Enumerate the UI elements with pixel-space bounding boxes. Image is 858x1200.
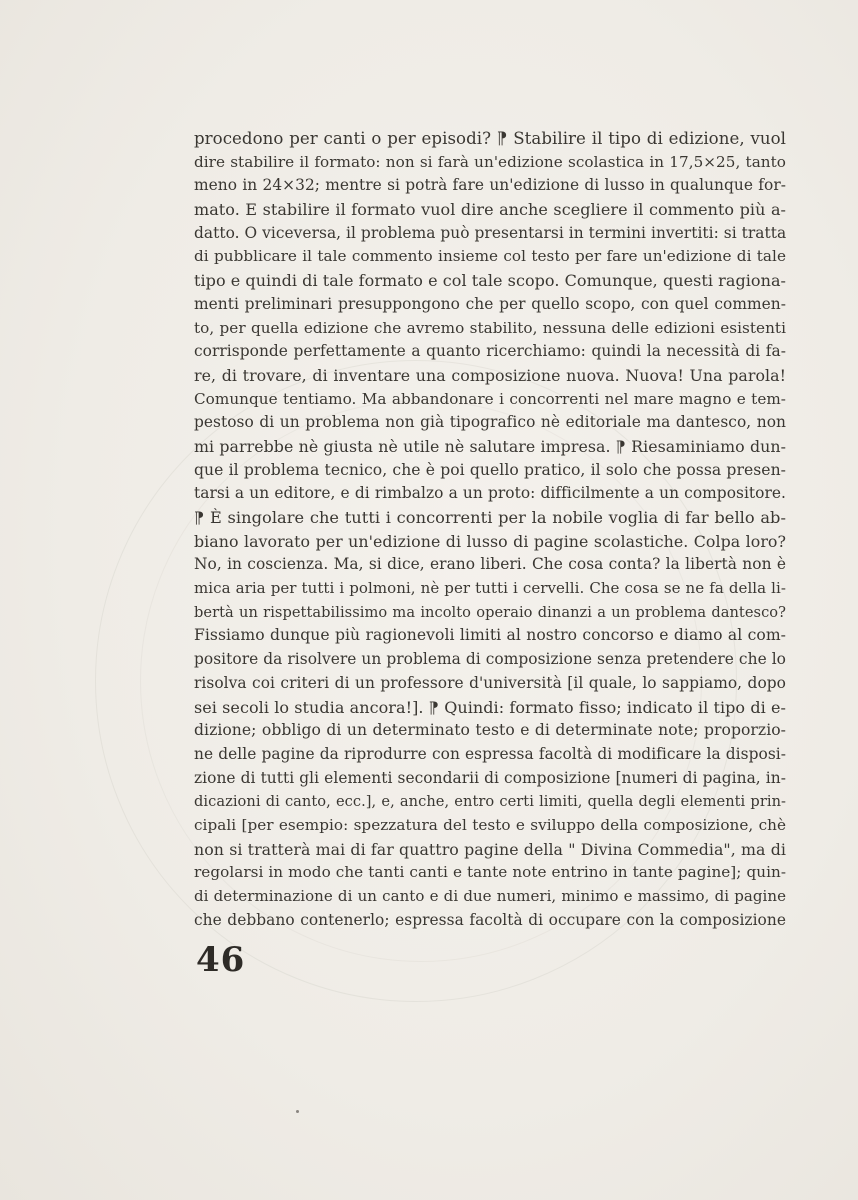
text-line: menti preliminari presuppongono che per quello scopo, con quel commen- <box>194 294 786 313</box>
text-line: mica aria per tutti i polmoni, nè per tutti i cervelli. Che cosa se ne fa della li- <box>194 579 786 598</box>
text-line: Fissiamo dunque più ragionevoli limiti al nostro concorso e diamo al com- <box>194 626 786 645</box>
text-line: mato. E stabilire il formato vuol dire anche scegliere il commento più a- <box>194 200 786 220</box>
page-number: 46 <box>196 940 246 980</box>
text-line: bertà un rispettabilissimo ma incolto operaio dinanzi a un problema dantesco? <box>194 603 786 621</box>
text-line: positore da risolvere un problema di composizione senza pretendere che lo <box>194 650 786 669</box>
text-line: to, per quella edizione che avremo stabilito, nessuna delle edizioni esistenti <box>194 318 786 337</box>
text-line: regolarsi in modo che tanti canti e tante note entrino in tante pagine]; quin- <box>194 863 786 882</box>
text-line: tarsi a un editore, e di rimbalzo a un proto: difficilmente a un compositore. <box>194 484 786 503</box>
text-line: pestoso di un problema non già tipografico nè editoriale ma dantesco, non <box>194 413 786 432</box>
text-line: di pubblicare il tale commento insieme col testo per fare un'edizione di tale <box>194 247 786 266</box>
text-line: meno in 24×32; mentre si potrà fare un'edizione di lusso in qualunque for- <box>194 176 786 195</box>
text-line: non si tratterà mai di far quattro pagine della " Divina Commedia", ma di <box>194 839 786 859</box>
text-line: che debbano contenerlo; espressa facoltà di occupare con la composizione <box>194 910 786 929</box>
text-line: datto. O viceversa, il problema può presentarsi in termini invertiti: si tratta <box>194 223 787 242</box>
text-line: mi parrebbe nè giusta nè utile nè salutare impresa. ⁋ Riesaminiamo dun- <box>194 436 786 456</box>
body-text <box>194 127 786 932</box>
text-line: zione di tutti gli elementi secondarii di composizione [numeri di pagina, in- <box>194 768 786 787</box>
text-line: risolva coi criteri di un professore d'università [il quale, lo sappiamo, dopo <box>194 673 786 692</box>
text-line: sei secoli lo studia ancora!]. ⁋ Quindi: formato fisso; indicato il tipo di e- <box>194 697 786 717</box>
text-line: re, di trovare, di inventare una composizione nuova. Nuova! Una parola! <box>194 365 786 385</box>
text-line: ne delle pagine da riprodurre con espressa facoltà di modificare la disposi- <box>194 744 786 763</box>
text-line: No, in coscienza. Ma, si dice, erano liberi. Che cosa conta? la libertà non è <box>194 555 786 574</box>
text-line: corrisponde perfettamente a quanto ricerchiamo: quindi la necessità di fa- <box>194 342 786 361</box>
paper-speck <box>296 1110 299 1113</box>
text-line: ⁋ È singolare che tutti i concorrenti per la nobile voglia di far bello ab- <box>194 508 786 527</box>
text-line: dicazioni di canto, ecc.], e, anche, entro certi limiti, quella degli elementi prin- <box>194 793 786 811</box>
text-line: di determinazione di un canto e di due numeri, minimo e massimo, di pagine <box>194 887 786 905</box>
text-line: biano lavorato per un'edizione di lusso di pagine scolastiche. Colpa loro? <box>194 531 786 551</box>
text-line: procedono per canti o per episodi? ⁋ Stabilire il tipo di edizione, vuol <box>194 129 786 148</box>
text-line: cipali [per esempio: spezzatura del testo e sviluppo della composizione, chè <box>194 815 786 834</box>
text-line: dizione; obbligo di un determinato testo e di determinate note; proporzio- <box>194 721 786 740</box>
text-line: Comunque tentiamo. Ma abbandonare i concorrenti nel mare magno e tem- <box>194 389 786 408</box>
text-line: dire stabilire il formato: non si farà un'edizione scolastica in 17,5×25, tanto <box>194 152 786 171</box>
text-line: que il problema tecnico, che è poi quello pratico, il solo che possa presen- <box>194 460 786 479</box>
text-line: tipo e quindi di tale formato e col tale scopo. Comunque, questi ragiona- <box>194 271 786 291</box>
